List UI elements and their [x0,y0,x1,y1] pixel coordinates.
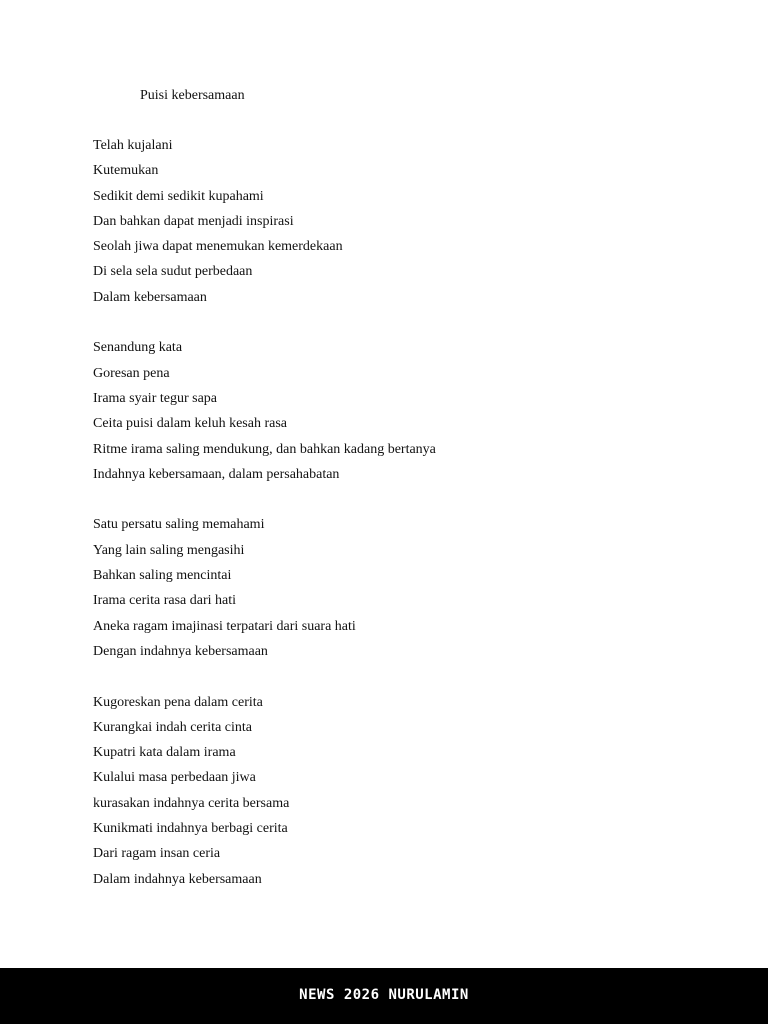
poem-line: Ceita puisi dalam keluh kesah rasa [93,416,287,432]
poem-line: Satu persatu saling memahami [93,517,265,533]
footer-text: NEWS 2026 NURULAMIN [299,987,469,1003]
poem-title: Puisi kebersamaan [140,88,245,103]
poem-line: Irama cerita rasa dari hati [93,593,237,609]
poem-line: Kunikmati indahnya berbagi cerita [93,821,288,837]
poem-line: Kulalui masa perbedaan jiwa [93,770,256,786]
poem-line: kurasakan indahnya cerita bersama [93,795,290,811]
poem-line: Kugoreskan pena dalam cerita [93,694,263,710]
poem-line: Seolah jiwa dapat menemukan kemerdekaan [93,239,343,255]
footer-banner [0,968,768,1024]
poem-line: Senandung kata [93,340,183,356]
stanza [93,693,733,895]
poem-line: Di sela sela sudut perbedaan [93,264,253,280]
poem-line: Dari ragam insan ceria [93,846,221,862]
poem-line: Indahnya kebersamaan, dalam persahabatan [93,466,340,482]
stanza [93,338,733,490]
poem-line: Telah kujalani [93,138,173,153]
poem-line: Sedikit demi sedikit kupahami [93,188,264,204]
stanza [93,136,733,313]
poem-line: Kutemukan [93,163,159,179]
poem-line: Goresan pena [93,365,170,381]
poem-line: Dalam kebersamaan [93,289,207,305]
poem-line: Bahkan saling mencintai [93,568,232,584]
poem-line: Irama syair tegur sapa [93,390,217,406]
poem-line: Dengan indahnya kebersamaan [93,643,268,659]
poem-line: Ritme irama saling mendukung, dan bahkan kadang bertanya [93,441,436,457]
stanza [93,515,733,667]
poem-line: Dan bahkan dapat menjadi inspirasi [93,213,294,229]
poem-line: Yang lain saling mengasihi [93,542,245,558]
poem-line: Dalam indahnya kebersamaan [93,871,262,887]
poem-line: Aneka ragam imajinasi terpatari dari suara hati [93,618,356,634]
poem-line: Kupatri kata dalam irama [93,745,236,761]
poem-line: Kurangkai indah cerita cinta [93,719,252,735]
poem-body [93,136,733,920]
